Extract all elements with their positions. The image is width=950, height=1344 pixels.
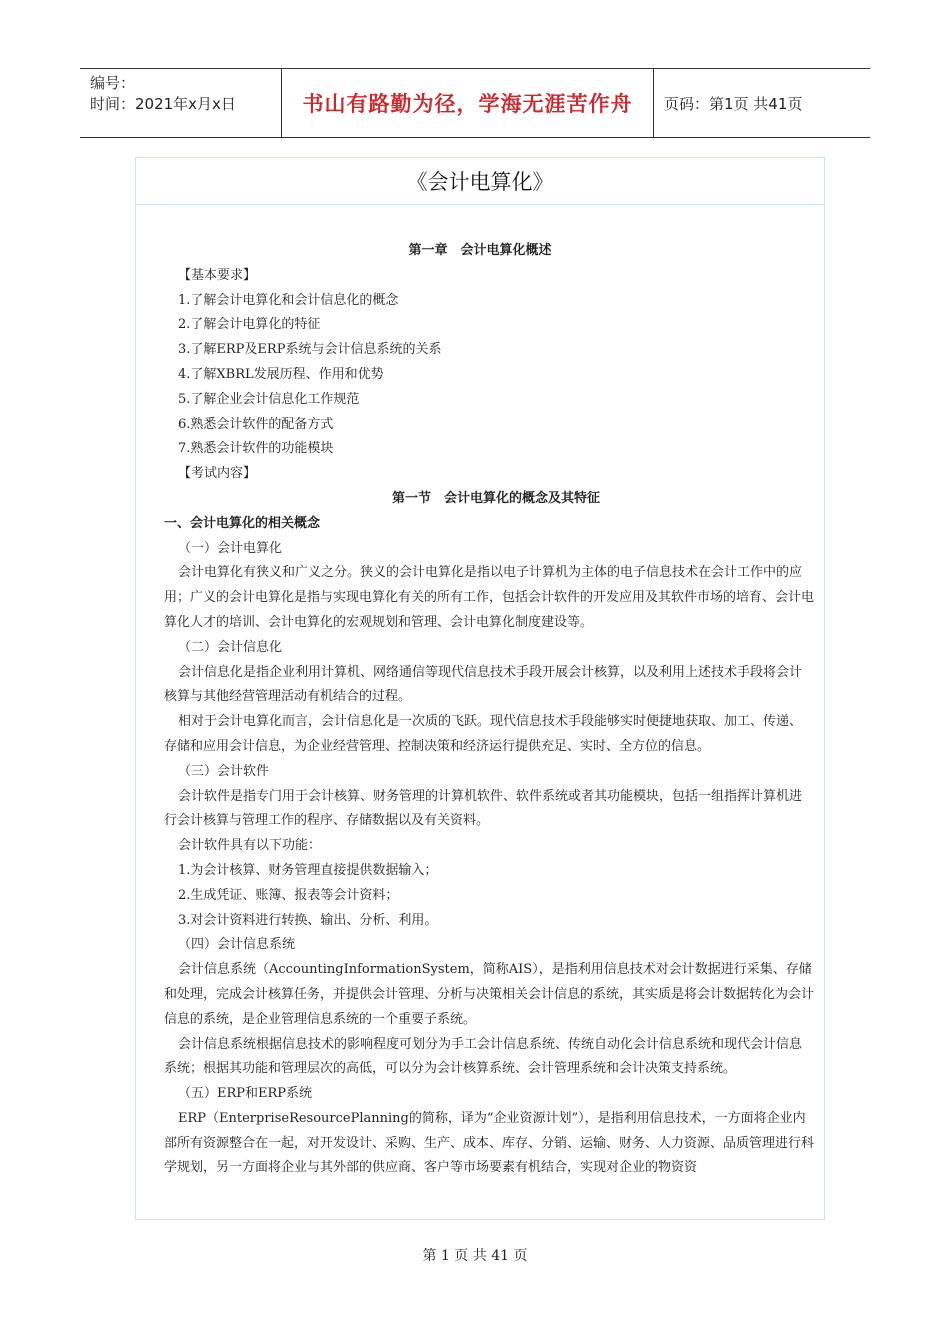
requirement-item: 7.熟悉会计软件的功能模块 xyxy=(178,441,334,457)
requirement-item: 2.了解会计电算化的特征 xyxy=(178,317,321,333)
subsection-title: （二）会计信息化 xyxy=(178,639,283,655)
document-frame xyxy=(135,157,825,1220)
section-heading: 第一节 会计电算化的概念及其特征 xyxy=(391,490,600,506)
paragraph: 会计信息化是指企业利用计算机、网络通信等现代信息技术手段开展会计核算，以及利用上述技术手段将会计核算与其他经营管理活动有机结合的过程。 xyxy=(164,664,803,705)
subsection-title: （一）会计电算化 xyxy=(178,540,283,556)
document-body xyxy=(136,205,824,1181)
paragraph: 会计软件是指专门用于会计核算、财务管理的计算机软件、软件系统或者其功能模块，包括一组指挥计算机进行会计核算与管理工作的程序、存储数据以及有关资料。 xyxy=(164,788,803,829)
paragraph: 会计信息系统（AccountingInformationSystem，简称AIS），是指利用信息技术对会计数据进行采集、存储和处理，完成会计核算任务，并提供会计管理、分析与决策相关会计信息的系统，其实质是将会计数据转化为会计信息的系统，是企业管理信息系统的一个重要子系统。 xyxy=(164,962,815,1027)
requirement-item: 6.熟悉会计软件的配备方式 xyxy=(178,416,334,432)
list-item: 3.对会计资料进行转换、输出、分析、利用。 xyxy=(178,912,438,928)
requirement-item: 4.了解XBRL发展历程、作用和优势 xyxy=(178,366,384,382)
subsection-title: （四）会计信息系统 xyxy=(178,937,296,953)
paragraph: 会计电算化有狭义和广义之分。狭义的会计电算化是指以电子计算机为主体的电子信息技术在会计工作中的应用；广义的会计电算化是指与实现电算化有关的所有工作，包括会计软件的开发应用及其软件市场的培育、会计电算化人才的培训、会计电算化的宏观规划和管理、会计电算化制度建设等。 xyxy=(164,565,815,630)
number-label: 编号： xyxy=(90,74,136,92)
date-line: 时间：2021年x月x日 xyxy=(90,95,236,113)
subsection-title: （五）ERP和ERP系统 xyxy=(178,1086,313,1102)
chapter-heading: 第一章 会计电算化概述 xyxy=(408,243,552,258)
header-motto: 书山有路勤为径，学海无涯苦作舟 xyxy=(281,69,654,137)
paragraph: ERP（EnterpriseResourcePlanning的简称，译为“企业资源计划”），是指利用信息技术，一方面将企业内部所有资源整合在一起，对开发设计、采购、生产、成本、库存、分销、运输、财务、人力资源、品质管理进行科学规划，另一方面将企业与其外部的供应商、客户等市场要素有机结合，实现对企业的物资资 xyxy=(164,1110,815,1176)
basic-requirements-heading: 【基本要求】 xyxy=(178,267,257,283)
paragraph: 会计信息系统根据信息技术的影响程度可划分为手工会计信息系统、传统自动化会计信息系统和现代会计信息系统；根据其功能和管理层次的高低，可以分为会计核算系统、会计管理系统和会计决策支持系统。 xyxy=(164,1036,803,1077)
list-item: 1.为会计核算、财务管理直接提供数据输入； xyxy=(178,862,438,878)
paragraph: 相对于会计电算化而言，会计信息化是一次质的飞跃。现代信息技术手段能够实时便捷地获取、加工、传递、存储和应用会计信息，为企业经营管理、控制决策和经济运行提供充足、实时、全方位的信息。 xyxy=(164,714,803,754)
page-header xyxy=(80,68,870,138)
header-page-info: 页码：第1页 共41页 xyxy=(664,94,803,113)
part-heading: 一、会计电算化的相关概念 xyxy=(164,515,321,531)
requirement-item: 5.了解企业会计信息化工作规范 xyxy=(178,391,360,407)
page-footer: 第 1 页 共 41 页 xyxy=(422,1248,528,1264)
document-title: 《会计电算化》 xyxy=(136,158,824,205)
exam-content-heading: 【考试内容】 xyxy=(178,466,257,482)
requirement-item: 1.了解会计电算化和会计信息化的概念 xyxy=(178,292,399,308)
header-meta xyxy=(80,69,281,137)
subsection-title: （三）会计软件 xyxy=(178,763,270,779)
paragraph: 会计软件具有以下功能： xyxy=(178,838,322,854)
requirement-item: 3.了解ERP及ERP系统与会计信息系统的关系 xyxy=(178,342,442,358)
list-item: 2.生成凭证、账簿、报表等会计资料； xyxy=(178,887,399,903)
